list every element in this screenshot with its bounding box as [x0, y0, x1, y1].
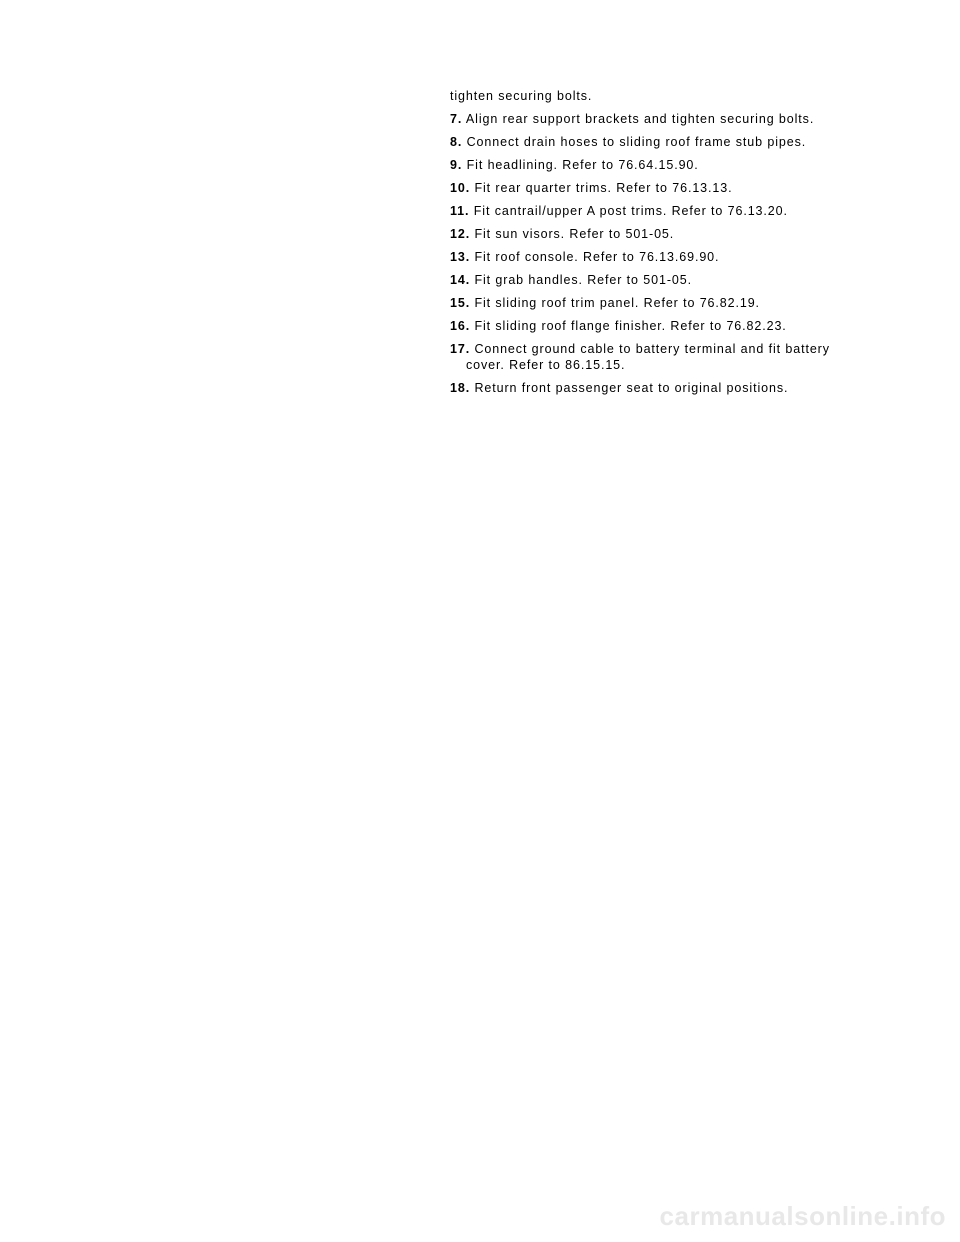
- step-11: [450, 203, 870, 219]
- step-text: Align rear support brackets and tighten securing bolts.: [465, 112, 815, 126]
- step-number: 12.: [450, 227, 471, 241]
- step-text: Fit grab handles. Refer to 501-05.: [474, 273, 692, 287]
- step-continuation-text: [450, 88, 870, 104]
- step-16: [450, 318, 870, 334]
- step-text: Fit sliding roof flange finisher. Refer to 76.82.23.: [474, 319, 787, 333]
- step-8: [450, 134, 870, 150]
- step-text: Fit rear quarter trims. Refer to 76.13.13.: [474, 181, 733, 195]
- step-14: [450, 272, 870, 288]
- step-number: 14.: [450, 273, 471, 287]
- step-text: Fit sun visors. Refer to 501-05.: [474, 227, 675, 241]
- procedure-steps: [450, 88, 870, 403]
- step-9: [450, 157, 870, 173]
- step-18: [450, 380, 870, 396]
- step-text: Fit cantrail/upper A post trims. Refer to 76.13.20.: [473, 204, 788, 218]
- step-text: Connect drain hoses to sliding roof frame stub pipes.: [466, 135, 807, 149]
- step-13: [450, 249, 870, 265]
- step-number: 8.: [450, 135, 463, 149]
- step-number: 16.: [450, 319, 471, 333]
- step-10: [450, 180, 870, 196]
- step-number: 9.: [450, 158, 463, 172]
- step-number: 18.: [450, 381, 471, 395]
- step-15: [450, 295, 870, 311]
- step-number: 17.: [450, 342, 471, 356]
- step-number: 13.: [450, 250, 471, 264]
- step-number: 10.: [450, 181, 471, 195]
- step-12: [450, 226, 870, 242]
- step-number: 11.: [450, 204, 470, 218]
- step-number: 15.: [450, 296, 471, 310]
- step-text: tighten securing bolts.: [450, 89, 593, 103]
- step-number: 7.: [450, 112, 463, 126]
- step-7: [450, 111, 870, 127]
- step-text: Fit roof console. Refer to 76.13.69.90.: [474, 250, 720, 264]
- step-17: [450, 341, 870, 373]
- watermark-text: carmanualsonline.info: [659, 1201, 946, 1231]
- step-text: Fit sliding roof trim panel. Refer to 76.82.19.: [474, 296, 760, 310]
- step-text: Connect ground cable to battery terminal and fit battery: [474, 342, 830, 356]
- step-text: Fit headlining. Refer to 76.64.15.90.: [466, 158, 699, 172]
- step-text-continuation: cover. Refer to 86.15.15.: [466, 358, 626, 372]
- step-text: Return front passenger seat to original positions.: [474, 381, 789, 395]
